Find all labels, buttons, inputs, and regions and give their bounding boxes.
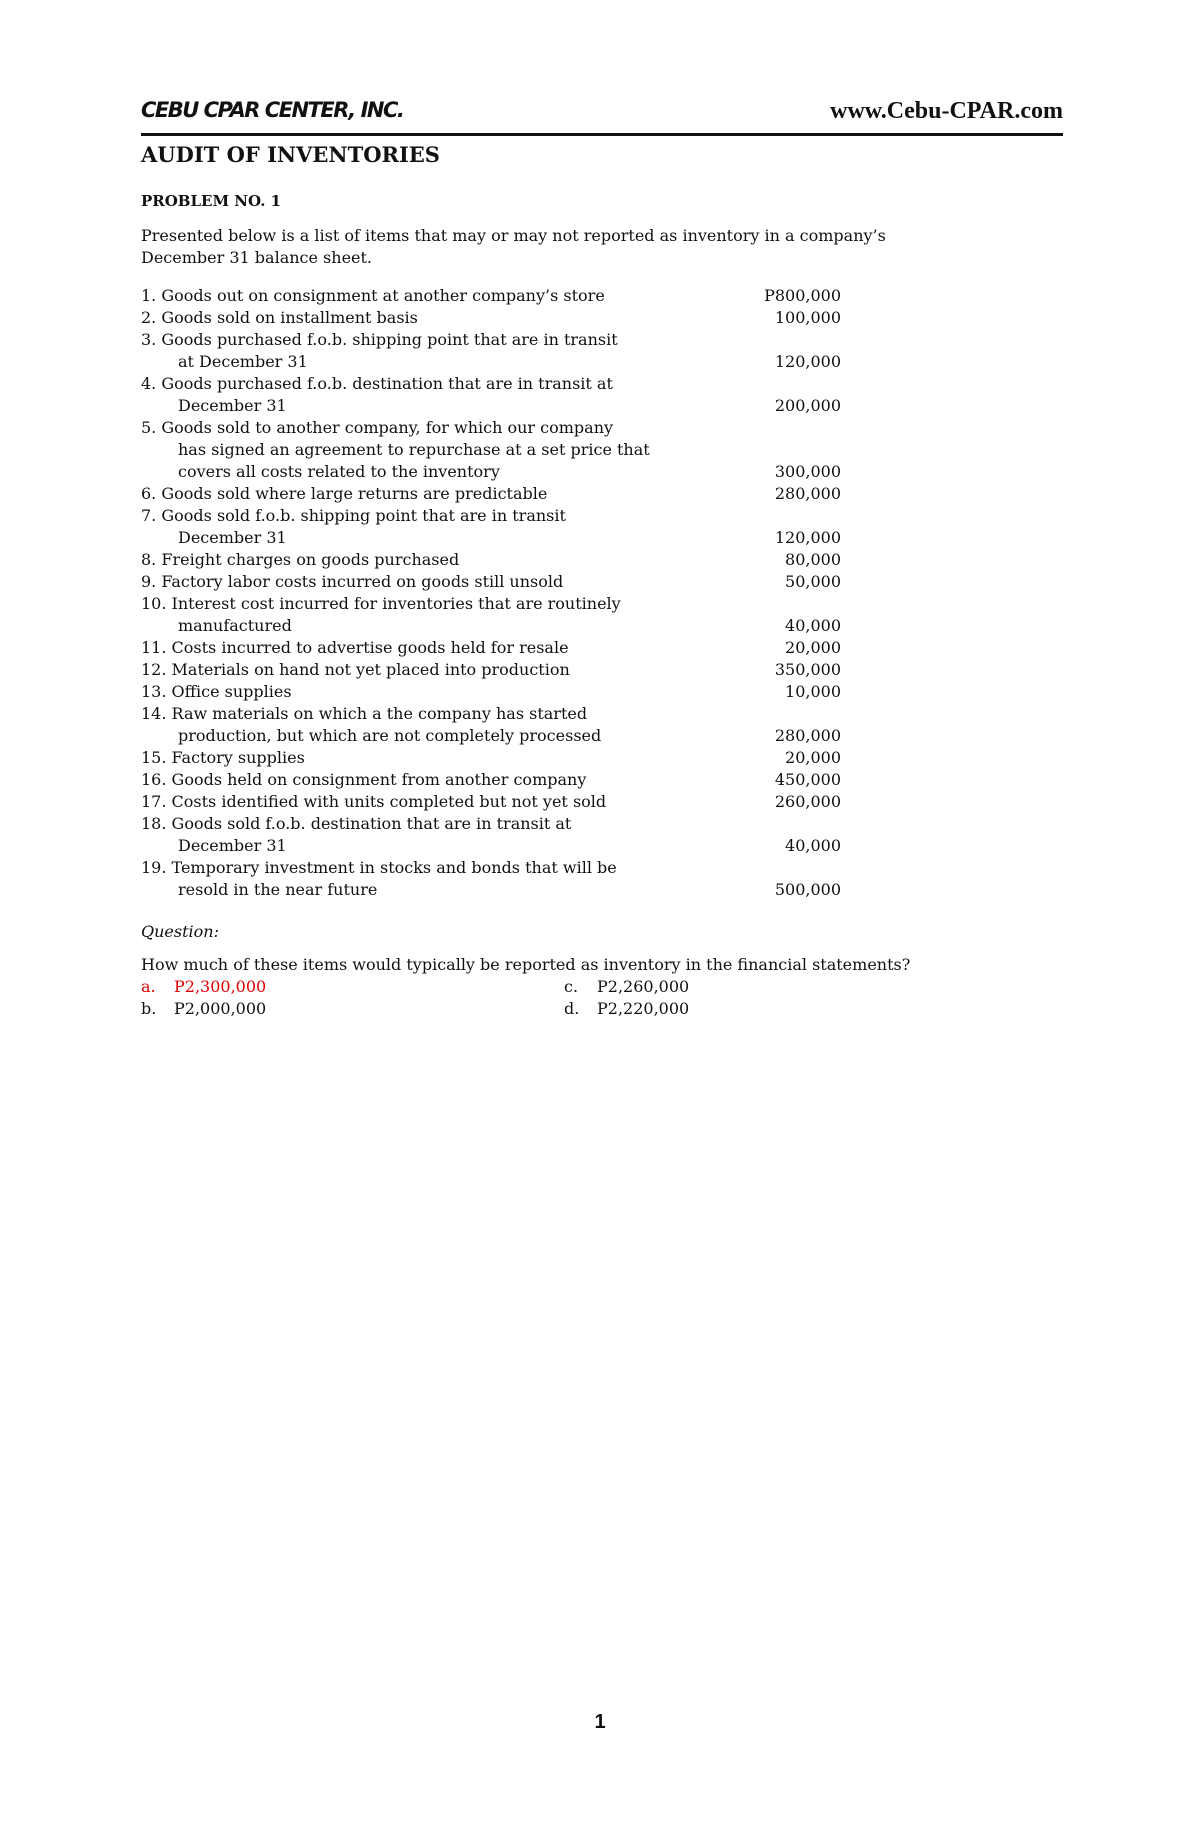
item-amount: 500,000 [774, 880, 841, 899]
item-line: 2. Goods sold on installment basis [141, 308, 418, 327]
inventory-item [141, 417, 841, 483]
inventory-item [141, 285, 841, 307]
inventory-item [141, 329, 841, 373]
choice-value: P2,300,000 [174, 977, 267, 996]
inventory-item [141, 373, 841, 417]
items-list [141, 285, 841, 901]
item-description [141, 769, 721, 791]
item-description [141, 571, 721, 593]
item-amount: 280,000 [774, 484, 841, 503]
item-amount: 20,000 [785, 748, 841, 767]
inventory-item [141, 747, 841, 769]
item-amount: 50,000 [785, 572, 841, 591]
intro-line: December 31 balance sheet. [141, 248, 373, 267]
item-line-continued: at December 31 [178, 352, 308, 371]
inventory-item [141, 769, 841, 791]
item-line: 11. Costs incurred to advertise goods held for resale [141, 638, 569, 657]
choice-letter: a. [141, 977, 156, 996]
item-line-continued: December 31 [178, 396, 287, 415]
item-line: 15. Factory supplies [141, 748, 305, 767]
item-line-continued: covers all costs related to the inventory [178, 462, 500, 481]
item-line: 8. Freight charges on goods purchased [141, 550, 460, 569]
item-amount: 450,000 [774, 770, 841, 789]
page-number: 1 [594, 1711, 606, 1733]
inventory-item [141, 593, 841, 637]
inventory-item [141, 307, 841, 329]
inventory-item [141, 813, 841, 857]
choice-value: P2,260,000 [597, 977, 690, 996]
item-line: 1. Goods out on consignment at another company’s store [141, 286, 605, 305]
item-line: 16. Goods held on consignment from another company [141, 770, 587, 789]
item-line: 12. Materials on hand not yet placed into production [141, 660, 570, 679]
item-line-continued: manufactured [178, 616, 292, 635]
item-amount: 80,000 [785, 550, 841, 569]
item-line: 18. Goods sold f.o.b. destination that are in transit at [141, 814, 572, 833]
inventory-item [141, 483, 841, 505]
item-amount: 100,000 [774, 308, 841, 327]
item-description [141, 681, 721, 703]
header-rule [141, 133, 1063, 136]
inventory-item [141, 505, 841, 549]
inventory-item [141, 681, 841, 703]
choice-d [564, 998, 689, 1020]
item-line: 14. Raw materials on which a the company has started [141, 704, 588, 723]
page-title: AUDIT OF INVENTORIES [141, 142, 440, 167]
item-line: 7. Goods sold f.o.b. shipping point that are in transit [141, 506, 566, 525]
item-description [141, 373, 721, 417]
item-line: 9. Factory labor costs incurred on goods still unsold [141, 572, 564, 591]
item-description [141, 747, 721, 769]
inventory-item [141, 637, 841, 659]
item-amount: 20,000 [785, 638, 841, 657]
item-line-continued: resold in the near future [178, 880, 378, 899]
inventory-item [141, 659, 841, 681]
inventory-item [141, 857, 841, 901]
choice-b [141, 998, 266, 1020]
item-amount: 120,000 [774, 528, 841, 547]
item-amount: 40,000 [785, 836, 841, 855]
item-amount: 260,000 [774, 792, 841, 811]
item-description [141, 659, 721, 681]
item-line: 3. Goods purchased f.o.b. shipping point that are in transit [141, 330, 618, 349]
item-line: 6. Goods sold where large returns are predictable [141, 484, 548, 503]
item-description [141, 329, 721, 373]
item-line-continued: December 31 [178, 836, 287, 855]
page-header [141, 98, 1063, 134]
intro-paragraph [141, 225, 1021, 269]
inventory-item [141, 791, 841, 813]
item-description [141, 483, 721, 505]
item-description [141, 505, 721, 549]
choice-value: P2,220,000 [597, 999, 690, 1018]
inventory-item [141, 571, 841, 593]
item-line: 17. Costs identified with units completed but not yet sold [141, 792, 607, 811]
inventory-item [141, 549, 841, 571]
item-description [141, 791, 721, 813]
problem-label: PROBLEM NO. 1 [141, 192, 282, 210]
item-description [141, 549, 721, 571]
choice-a [141, 976, 266, 998]
item-line-continued: has signed an agreement to repurchase at a set price that [178, 440, 650, 459]
item-description [141, 285, 721, 307]
item-amount: 120,000 [774, 352, 841, 371]
item-description [141, 857, 721, 901]
choice-letter: b. [141, 999, 157, 1018]
brand-name: CEBU CPAR CENTER, INC. [141, 98, 404, 122]
item-amount: 10,000 [785, 682, 841, 701]
inventory-item [141, 703, 841, 747]
website-url: www.Cebu-CPAR.com [830, 98, 1063, 124]
choice-letter: c. [564, 977, 579, 996]
item-amount: P800,000 [764, 286, 841, 305]
question-label: Question: [141, 922, 219, 941]
item-line: 19. Temporary investment in stocks and bonds that will be [141, 858, 617, 877]
item-description [141, 593, 721, 637]
item-line: 13. Office supplies [141, 682, 292, 701]
intro-line: Presented below is a list of items that may or may not reported as inventory in a company’s [141, 226, 886, 245]
item-description [141, 307, 721, 329]
item-line: 5. Goods sold to another company, for which our company [141, 418, 614, 437]
item-description [141, 813, 721, 857]
choice-value: P2,000,000 [174, 999, 267, 1018]
item-line-continued: production, but which are not completely processed [178, 726, 602, 745]
item-amount: 40,000 [785, 616, 841, 635]
choice-c [564, 976, 689, 998]
item-description [141, 703, 721, 747]
item-amount: 300,000 [774, 462, 841, 481]
item-amount: 200,000 [774, 396, 841, 415]
item-description [141, 637, 721, 659]
item-line: 4. Goods purchased f.o.b. destination that are in transit at [141, 374, 613, 393]
choice-letter: d. [564, 999, 580, 1018]
item-line: 10. Interest cost incurred for inventories that are routinely [141, 594, 621, 613]
item-amount: 350,000 [774, 660, 841, 679]
item-amount: 280,000 [774, 726, 841, 745]
item-description [141, 417, 721, 483]
item-line-continued: December 31 [178, 528, 287, 547]
question-text: How much of these items would typically be reported as inventory in the financial statements? [141, 955, 911, 974]
